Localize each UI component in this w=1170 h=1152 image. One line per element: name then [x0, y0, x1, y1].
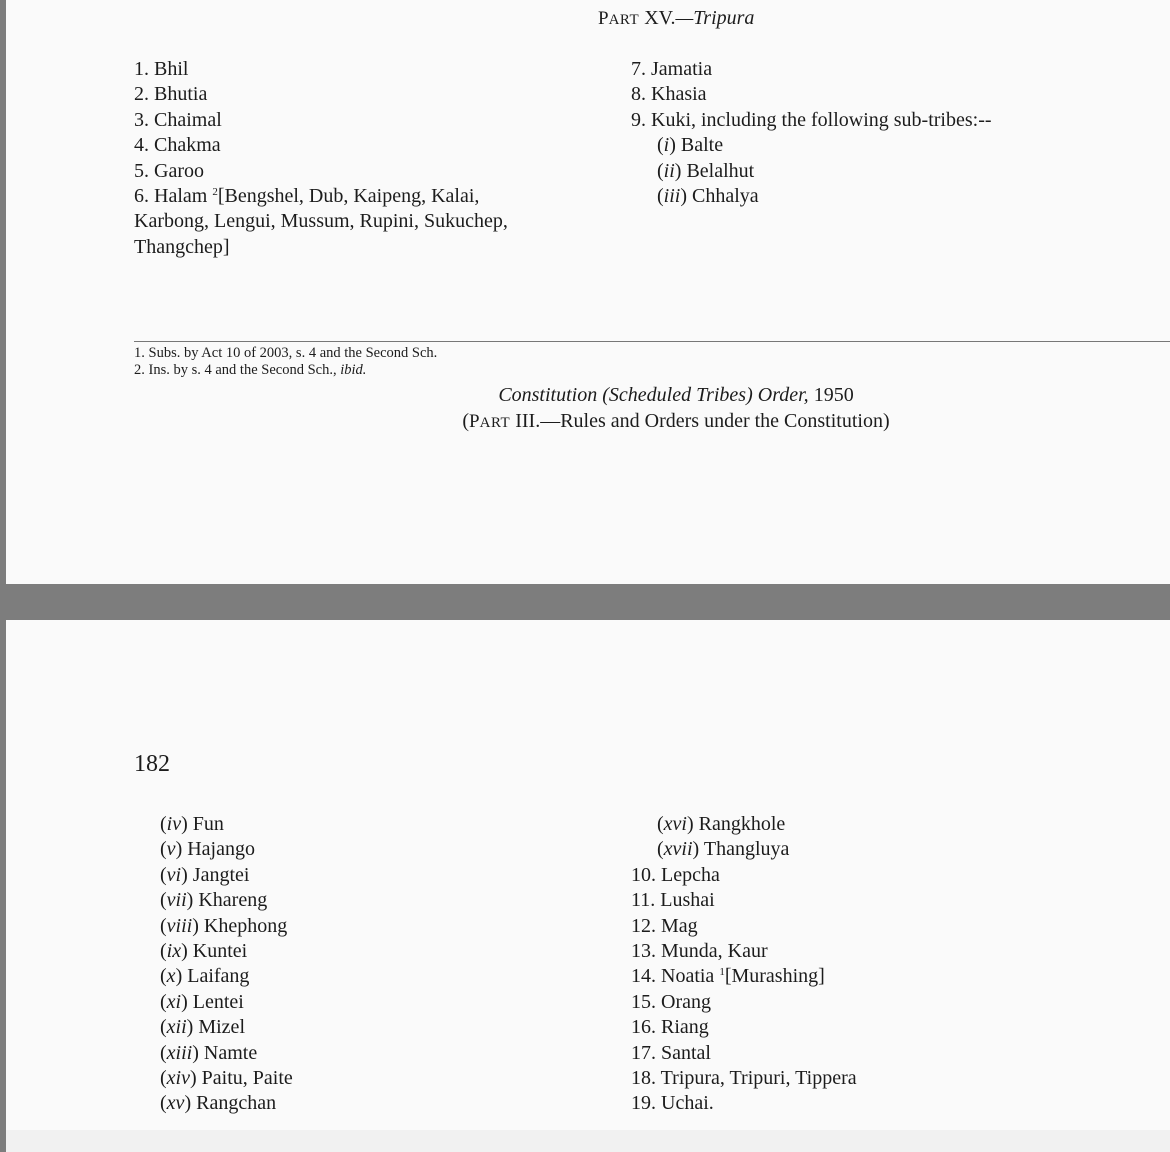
- sub-tribe-item: (xv) Rangchan: [160, 1092, 277, 1115]
- list-item: 3. Chaimal: [134, 108, 222, 131]
- order-subtitle: (PART III.—Rules and Orders under the Constitution): [462, 410, 890, 432]
- footnote-2: 2. Ins. by s. 4 and the Second Sch., ibid.: [134, 362, 367, 378]
- sub-tribe-item: (ii) Belalhut: [657, 159, 755, 182]
- sub-tribe-item: (iii) Chhalya: [657, 185, 759, 208]
- footnote-marker: 2: [212, 186, 218, 199]
- list-item: 18. Tripura, Tripuri, Tippera: [631, 1067, 857, 1090]
- page-number: 182: [134, 751, 170, 777]
- order-title: Constitution (Scheduled Tribes) Order, 1950: [498, 384, 854, 406]
- list-item: 11. Lushai: [631, 889, 715, 912]
- tribe-list-right-continued: [631, 812, 857, 1117]
- list-item-continuation: Karbong, Lengui, Mussum, Rupini, Sukuchep,: [134, 210, 508, 233]
- sub-tribe-item: (ix) Kuntei: [160, 940, 248, 963]
- footnote-divider: [134, 341, 1170, 342]
- list-item-halam: 6. Halam $^2$[Bengshel, Dub, Kaipeng, Kalai,: [134, 185, 480, 208]
- list-item: 4. Chakma: [134, 134, 221, 157]
- footnote-1: 1. Subs. by Act 10 of 2003, s. 4 and the Second Sch.: [134, 345, 438, 361]
- sub-tribe-list-left: [160, 812, 293, 1117]
- list-item: 8. Khasia: [631, 83, 707, 106]
- page-bottom-shade: [6, 1130, 1170, 1152]
- list-item: 5. Garoo: [134, 159, 204, 182]
- sub-tribe-item: (xi) Lentei: [160, 990, 244, 1013]
- list-item: 9. Kuki, including the following sub-tribes:--: [631, 108, 992, 131]
- list-item-noatia: 14. Noatia $^1$[Murashing]: [631, 965, 825, 988]
- sub-tribe-item: (vi) Jangtei: [160, 863, 250, 886]
- footnote-marker: 1: [719, 966, 725, 979]
- list-item: 19. Uchai.: [631, 1092, 714, 1115]
- list-item: 16. Riang: [631, 1016, 709, 1039]
- list-item: 10. Lepcha: [631, 863, 720, 886]
- sub-tribe-item: (xvi) Rangkhole: [657, 813, 786, 835]
- list-item: 1. Bhil: [134, 58, 189, 80]
- list-item: 12. Mag: [631, 914, 698, 937]
- sub-tribe-item: (xiv) Paitu, Paite: [160, 1067, 293, 1090]
- sub-tribe-item: (iv) Fun: [160, 813, 224, 835]
- sub-tribe-item: (i) Balte: [657, 134, 724, 157]
- sub-tribe-item: (xii) Mizel: [160, 1016, 245, 1039]
- tribe-list-left: [134, 57, 508, 260]
- sub-tribe-item: (vii) Khareng: [160, 889, 268, 912]
- tribe-list-right: [631, 57, 992, 209]
- list-item: 13. Munda, Kaur: [631, 940, 768, 963]
- sub-tribe-item: (v) Hajango: [160, 838, 255, 861]
- list-item: 2. Bhutia: [134, 83, 208, 106]
- list-item-continuation: Thangchep]: [134, 235, 230, 258]
- sub-tribe-item: (viii) Khephong: [160, 914, 288, 937]
- sub-tribe-item: (xiii) Namte: [160, 1041, 258, 1064]
- top-page: [6, 0, 1170, 584]
- sub-tribe-item: (xvii) Thangluya: [657, 838, 790, 861]
- part-heading: PART XV.—Tripura: [598, 7, 755, 29]
- list-item: 17. Santal: [631, 1041, 711, 1064]
- bottom-page: [6, 620, 1170, 1152]
- list-item: 7. Jamatia: [631, 58, 713, 80]
- list-item: 15. Orang: [631, 990, 711, 1013]
- sub-tribe-item: (x) Laifang: [160, 965, 250, 988]
